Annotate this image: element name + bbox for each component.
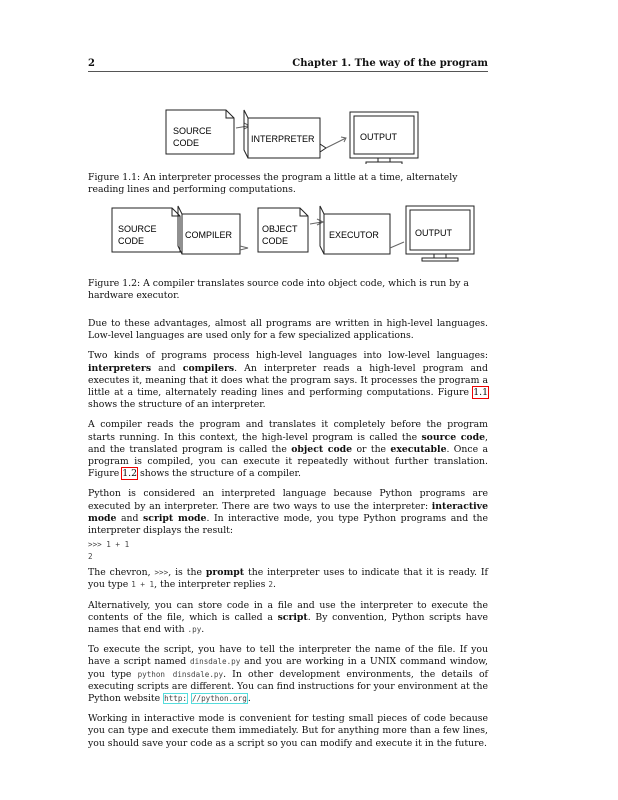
paragraph-5: The chevron, >>>, is the prompt the interpreter uses to indicate that it is ready. If you type 1 + 1, the interpreter replies 2.: [88, 567, 488, 591]
figure-1-caption: Figure 1.1: An interpreter processes the program a little at a time, alternately reading lines and performing computations.: [88, 172, 458, 195]
paragraph-1: Due to these advantages, almost all programs are written in high-level languages. Low-level languages are used only for a few specialized applications.: [88, 318, 488, 342]
executor-label: EXECUTOR: [329, 230, 379, 240]
figure-1-2-link[interactable]: 1.2: [122, 468, 138, 480]
interpreter-label: INTERPRETER: [251, 134, 315, 144]
source-label-1: SOURCE: [173, 126, 212, 136]
code-example: [88, 539, 488, 563]
paragraph-8: Working in interactive mode is convenient for testing small pieces of code because you can type and execute them immediately. But for anything more than a few lines, you should save your code as a script so you can modify and execute it in the future.: [88, 713, 488, 749]
python-website-link-part2[interactable]: //python.org: [191, 694, 247, 704]
paragraph-6: Alternatively, you can store code in a file and use the interpreter to execute the contents of the file, which is called a script. By convention, Python scripts have names that end with .py.: [88, 599, 488, 636]
output-label: OUTPUT: [360, 132, 397, 142]
arrow-interpreter-to-output: [326, 137, 346, 148]
code-line-1: >>> 1 + 1: [88, 540, 130, 550]
compiler-label: COMPILER: [185, 230, 233, 240]
figure-interpreter-diagram: [88, 82, 488, 164]
running-header: [88, 58, 488, 72]
python-website-link-part1[interactable]: http:: [164, 694, 187, 704]
page: [88, 58, 488, 758]
source-label-2b: CODE: [118, 236, 145, 246]
output-label-2: OUTPUT: [415, 228, 452, 238]
object-label-2: CODE: [262, 236, 289, 246]
source-label-2: CODE: [173, 138, 200, 148]
page-number: 2: [88, 58, 95, 69]
paragraph-3: A compiler reads the program and translates it completely before the program starts running. In this context, the high-level program is called the source code, and the translated program is called the object code or the executable. Once a program is compiled, you can execute it repeatedly without further translation. Figure 1.2 shows the structure of a compiler.: [88, 419, 489, 480]
source-label-2a: SOURCE: [118, 224, 157, 234]
figure-compiler-diagram: [88, 202, 488, 268]
paragraph-7: To execute the script, you have to tell the interpreter the name of the file. If you have a script named dinsdale.py and you are working in a UNIX command window, you type python dinsdale.py. In other development environments, the details of executing scripts are different. You can find instructions for your environment at the Python website http: //python.org.: [88, 644, 488, 705]
figure-2-caption: Figure 1.2: A compiler translates source code into object code, which is run by a hardware executor.: [88, 278, 469, 301]
chapter-title: Chapter 1. The way of the program: [292, 58, 488, 69]
code-line-2: 2: [88, 552, 93, 562]
figure-1-1-link[interactable]: 1.1: [473, 387, 488, 399]
object-label-1: OBJECT: [262, 224, 298, 234]
paragraph-2: Two kinds of programs process high-level languages into low-level languages: interpreters and compilers. An interpreter reads a high-level program and executes it, meaning that it does what the program says. It processes the program a little at a time, alternately reading lines and performing computations. Figure 1.1 shows the structure of an interpreter.: [88, 350, 488, 411]
paragraph-4: Python is considered an interpreted language because Python programs are executed by an interpreter. There are two ways to use the interpreter: interactive mode and script mode. In interactive mode, you type Python programs and the interpreter displays the result:: [88, 488, 488, 537]
